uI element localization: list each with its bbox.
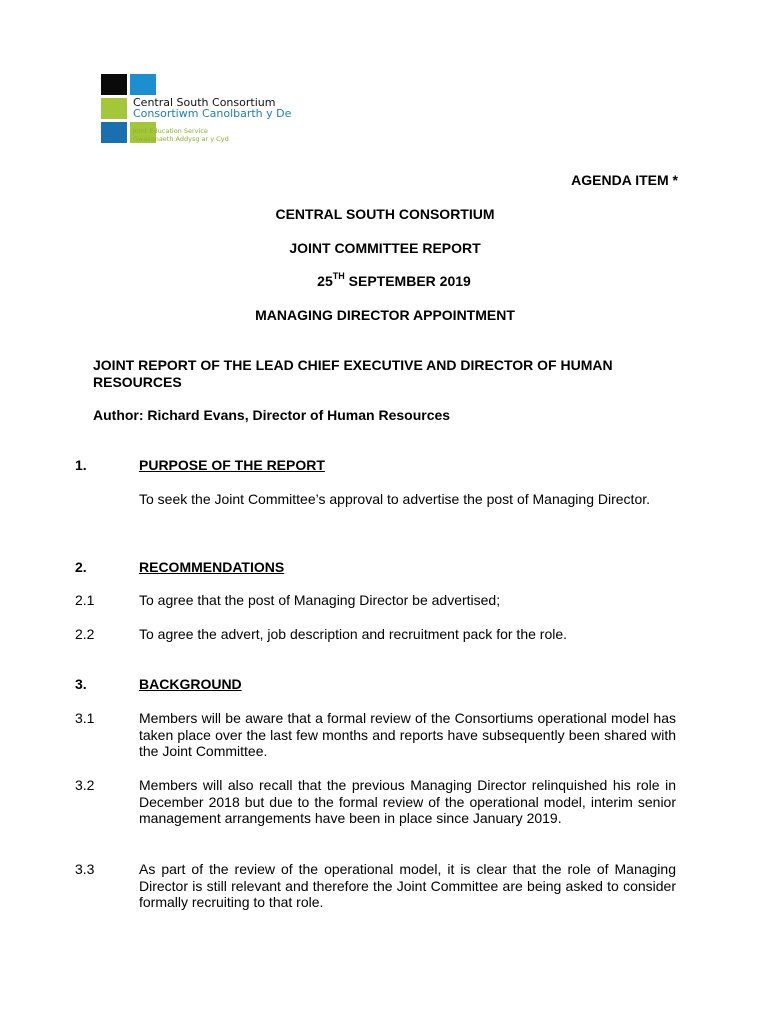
agenda-item: AGENDA ITEM *	[571, 172, 678, 188]
meeting-date	[0, 273, 770, 289]
joint-report-heading: JOINT REPORT OF THE LEAD CHIEF EXECUTIVE AND DIRECTOR OF HUMAN RESOURCES	[93, 357, 613, 390]
report-subject: MANAGING DIRECTOR APPOINTMENT	[255, 307, 515, 323]
logo-square-blue	[130, 74, 156, 95]
paragraph-3-3-number: 3.3	[75, 861, 95, 877]
logo-square-green	[101, 98, 127, 119]
logo-square-black	[101, 74, 127, 95]
paragraph-2-1-number: 2.1	[75, 592, 95, 608]
section-2-heading: RECOMMENDATIONS	[139, 559, 285, 575]
paragraph-3-2: Members will also recall that the previous Managing Director relinquished his role in December 2018 but due to the formal review of the operational model, interim senior management arrangements have been in place since January 2019.	[139, 777, 676, 826]
logo-name-welsh: Consortiwm Canolbarth y De	[133, 107, 292, 120]
section-1-heading: PURPOSE OF THE REPORT	[139, 457, 325, 473]
paragraph-3-3: As part of the review of the operational model, it is clear that the role of Managing Director is still relevant and therefore the Joint Committee are being asked to consider formally recruiting to that role.	[139, 861, 676, 910]
paragraph-2-1: To agree that the post of Managing Director be advertised;	[139, 592, 501, 608]
logo-subtitle-english: Joint Education Service	[133, 127, 208, 135]
section-1-number: 1.	[75, 457, 87, 473]
paragraph-3-2-number: 3.2	[75, 777, 95, 793]
logo-square-dark-blue	[101, 122, 127, 143]
paragraph-2-2: To agree the advert, job description and recruitment pack for the role.	[139, 626, 568, 642]
date-day: 25	[317, 273, 333, 289]
date-month-year: SEPTEMBER 2019	[344, 273, 471, 289]
paragraph-2-2-number: 2.2	[75, 626, 95, 642]
logo-subtitle-welsh: Gwasanaeth Addysg ar y Cyd	[133, 135, 229, 143]
paragraph-3-1: Members will be aware that a formal review of the Consortiums operational model has taken place over the last few months and reports have subsequently been shared with the Joint Committee.	[139, 710, 676, 759]
section-2-number: 2.	[75, 559, 87, 575]
author-line: Author: Richard Evans, Director of Human Resources	[93, 407, 451, 423]
section-3-heading: BACKGROUND	[139, 676, 242, 692]
section-3-number: 3.	[75, 676, 87, 692]
report-title: JOINT COMMITTEE REPORT	[289, 240, 481, 256]
section-1-text: To seek the Joint Committee’s approval to advertise the post of Managing Director.	[139, 491, 651, 507]
org-title: CENTRAL SOUTH CONSORTIUM	[275, 206, 495, 222]
logo-name-english: Central South Consortium	[133, 96, 276, 109]
paragraph-3-1-number: 3.1	[75, 710, 95, 726]
consortium-logo	[101, 74, 301, 146]
date-superscript: TH	[332, 271, 345, 281]
